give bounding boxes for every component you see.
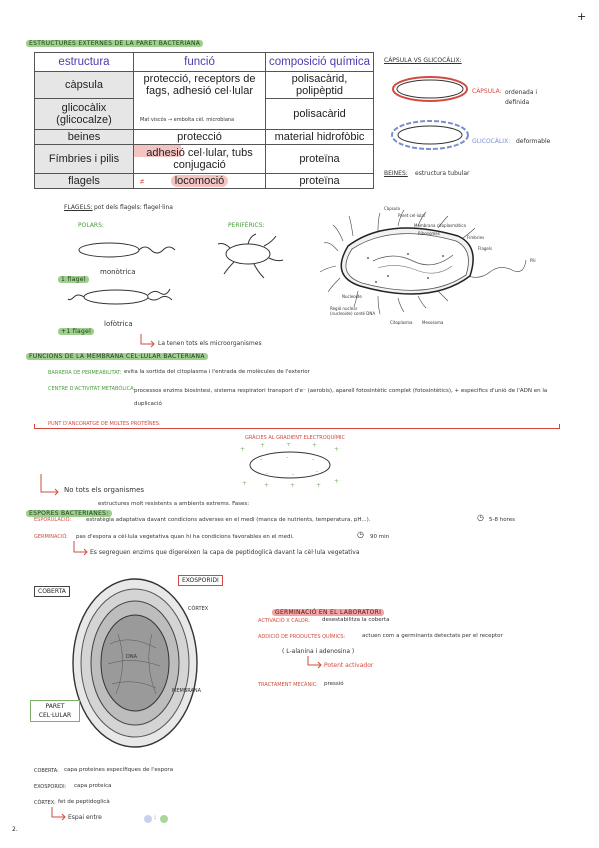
lab-item2-text: actuen com a germinants detectats per el receptor: [362, 633, 503, 639]
germinacio-arrow: [70, 540, 90, 560]
esporulacio-text: estratègia adaptativa davant condicions adverses en el medi (manca de nutrients, temperatura, pH...).: [86, 517, 371, 523]
beines-label: BEINES:: [384, 170, 408, 177]
bact-label-regio: Regió nuclear (nucleoide) conté DNA: [330, 306, 376, 316]
table-row: [35, 174, 374, 189]
capsula-heading: CÀPSULA VS GLICOCÀLIX:: [384, 57, 462, 64]
layer-cortex-label: CÒRTEX:: [34, 800, 56, 806]
spore-label-cortex: CÒRTEX: [188, 606, 209, 612]
svg-text:+: +: [334, 478, 340, 485]
layer-exosporidi-label: EXOSPORIDI:: [34, 784, 67, 790]
espores-arrow: [36, 472, 62, 502]
bact-label-flagels: Flagels: [478, 246, 493, 251]
page-mark: +: [577, 10, 587, 23]
germinacio-note: Es segreguen enzims que digereixen la capa de peptidoglicà davant la cèl·lula vegetativa: [90, 549, 360, 556]
cell-estructura: càpsula: [35, 72, 134, 99]
lab-arrow: [304, 655, 324, 671]
polar-flagella-diagram: [64, 232, 314, 342]
spore-label-exosporidi: EXOSPORIDI: [178, 575, 223, 586]
cortex-arrow: [48, 806, 68, 824]
esporulacio-time: 5-8 hores: [489, 517, 515, 523]
gradient-label: GRÀCIES AL GRADIENT ELECTROQUÍMIC: [245, 435, 346, 441]
lab-item2-example: ( L-alanina i adenosina ): [282, 648, 355, 655]
capsula-diagram: [390, 74, 470, 104]
svg-text:+: +: [312, 443, 318, 449]
germinacio-time: 90 min: [370, 534, 390, 540]
espores-heading: ESPORES BACTERIANES:: [26, 510, 112, 517]
monotrica-text: monòtrica: [100, 268, 136, 276]
svg-text:+: +: [290, 482, 296, 487]
layer-cortex-note: Espai entre: [68, 814, 102, 821]
glicocalix-diagram: [390, 118, 470, 152]
membrane-dot-icon: [144, 815, 152, 823]
cell-composicio: polisacàrid: [266, 99, 374, 130]
bact-label-fimbries: Fímbries: [467, 235, 485, 240]
germinacio-text: pas d'espora a cèl·lula vegetativa quan hi ha condicions favorables en el medi.: [76, 534, 294, 540]
bact-label-paret: Paret cel·lular: [398, 213, 426, 218]
clock-icon: ◷: [477, 513, 484, 522]
spore-label-paret: PARET CEL·LULAR: [30, 700, 80, 722]
svg-text:+: +: [240, 446, 246, 453]
spore-label-membrana: MEMBRANA: [172, 688, 202, 694]
cell-estructura: glicocàlix (glicocalze): [35, 99, 134, 130]
svg-text:+: +: [242, 480, 248, 487]
lab-heading: GERMINACIÓ EN EL LABORATORI: [272, 609, 384, 616]
espores-heading-text: estructures molt resistents a ambients extrems. Fases:: [98, 501, 250, 507]
table-heading: ESTRUCTURES EXTERNES DE LA PARET BACTERIANA: [26, 40, 203, 47]
layer-coberta-text: capa proteines específiques de l'espora: [64, 767, 174, 773]
membrana-item2-text: processos enzims biosíntesi, sistema respiratori transport d'e⁻ (aerobis), aparell fotosintètic complet (fotosintètics), + especifics d'unió de l'ADN en la duplicació: [134, 388, 548, 407]
polars-label: POLARS:: [78, 222, 104, 229]
col-header-funcio: funció: [134, 53, 266, 72]
spore-figure: [60, 574, 210, 752]
membrana-item1-text: evita la sortida del citoplasma i l'entrada de molècules de l'exterior: [124, 369, 310, 375]
cell-funcio: protecció: [134, 130, 266, 145]
gradient-diagram: [230, 443, 350, 487]
bact-label-citoplasma: Citoplasma: [390, 320, 413, 325]
cell-estructura: beines: [35, 130, 134, 145]
table-row: [35, 130, 374, 145]
lofotrica-tag: [58, 318, 94, 337]
bact-label-mesosoma: Mesosoma: [422, 320, 444, 325]
table-row: [35, 72, 374, 99]
svg-text:+: +: [334, 446, 340, 453]
layer-cortex-text: fet de peptidoglicà: [58, 799, 110, 805]
bact-label-ribosomes: Ribosomes: [418, 231, 440, 236]
cell-estructura: flagels: [35, 174, 134, 189]
monotrica-tag: [58, 266, 89, 285]
membrana-arrow: [136, 332, 156, 354]
cell-composicio: proteïna: [266, 174, 374, 189]
monotrica-tag-text: 1 flagel: [58, 276, 89, 283]
clock-icon: ◷: [357, 530, 364, 539]
glicocalix-text: deformable: [516, 138, 551, 145]
bact-label-membrana: Membrana citoplasmàtica: [414, 223, 466, 228]
cell-funcio: adhesió cel·lular, tubs conjugació: [134, 145, 266, 174]
layer-coberta-label: COBERTA:: [34, 768, 59, 774]
cell-composicio: material hidrofòbic: [266, 130, 374, 145]
bact-label-nucleoide: Nucleoide: [342, 294, 362, 299]
lab-item3-label: TRACTAMENT MECÀNIC:: [258, 682, 318, 688]
flagels-heading: FLAGELS:: [64, 204, 93, 211]
lab-item3-text: pressió: [324, 681, 344, 687]
lab-heading-wrap: [272, 599, 384, 618]
wall-dot-icon: [160, 815, 168, 823]
cell-funcio-text: protecció, receptors de fags, adhesió cel·lular: [143, 73, 256, 97]
glicocalix-label: GLICOCÀLIX:: [472, 138, 511, 145]
bact-label-pili: Pili: [530, 258, 536, 263]
cell-composicio: proteïna: [266, 145, 374, 174]
svg-text:+: +: [286, 443, 292, 448]
col-header-composicio: composició química: [266, 53, 374, 72]
espores-arrow-note: No tots els organismes: [64, 486, 145, 494]
lab-item2-note: Potent activador: [324, 662, 374, 669]
colon-glyph: :: [154, 814, 157, 821]
spore-label-coberta: COBERTA: [34, 586, 70, 597]
lofotrica-text: lofòtrica: [104, 320, 133, 328]
periferics-label: PERIFÈRICS:: [228, 222, 265, 229]
table-row: [35, 145, 374, 174]
page-number: 2.: [12, 826, 18, 833]
lab-item1-label: ACTIVACIÓ X CALOR:: [258, 618, 310, 624]
membrana-item3-label: PUNT D'ANCORATGE DE MOLTES PROTEÏNES:: [48, 421, 161, 427]
germinacio-label: GERMINACIÓ:: [34, 534, 68, 540]
beines-text: estructura tubular: [415, 170, 470, 177]
cell-funcio: [134, 72, 266, 130]
svg-text:-: -: [266, 470, 269, 477]
col-header-estructura: estructura: [35, 53, 134, 72]
membrana-bracket: [34, 424, 560, 429]
svg-text:-: -: [260, 456, 263, 463]
glicocalix-note: Mat viscós → embolta cèl. microbiana: [140, 117, 235, 123]
spore-core-label: DNA: [126, 654, 138, 660]
svg-text:+: +: [260, 443, 266, 449]
svg-text:+: +: [264, 482, 270, 487]
lofotrica-tag-text: +1 flagel: [58, 328, 94, 335]
svg-text:-: -: [312, 456, 315, 463]
lab-item1-text: desestabilitza la coberta: [322, 617, 390, 623]
svg-text:-: -: [316, 468, 319, 475]
membrana-item1-label: BARRERA DE PERMEABILITAT:: [48, 370, 122, 376]
membrana-arrow-note: La tenen tots els microorganismes: [158, 340, 262, 347]
capsula-label: CÀPSULA:: [472, 88, 502, 95]
membrana-item2-label: CENTRE D'ACTIVITAT METABÒLICA:: [48, 386, 136, 392]
layer-exosporidi-text: capa proteica: [74, 783, 112, 789]
esporulacio-label: ESPORULACIÓ:: [34, 517, 72, 523]
cell-composicio: polisacàrid, polipèptid: [266, 72, 374, 99]
svg-text:-: -: [286, 454, 289, 461]
membrana-heading: FUNCIONS DE LA MEMBRANA CEL·LULAR BACTERIANA: [26, 353, 208, 360]
svg-text:-: -: [292, 471, 295, 478]
cell-funcio: [134, 174, 266, 189]
capsula-text: ordenada i definida: [505, 89, 538, 106]
lab-item2-label: ADDICIÓ DE PRODUCTES QUÍMICS:: [258, 634, 346, 640]
flagels-heading-text: pot dels flagels: flagel·lina: [94, 204, 173, 211]
cell-funcio-x: ≠: [140, 177, 145, 186]
bact-label-capsula: Càpsula: [384, 206, 400, 211]
cell-estructura: Fímbries i pilis: [35, 145, 134, 174]
svg-text:+: +: [316, 482, 322, 487]
cell-funcio-text: locomoció: [171, 175, 229, 187]
structures-table: [34, 52, 374, 189]
